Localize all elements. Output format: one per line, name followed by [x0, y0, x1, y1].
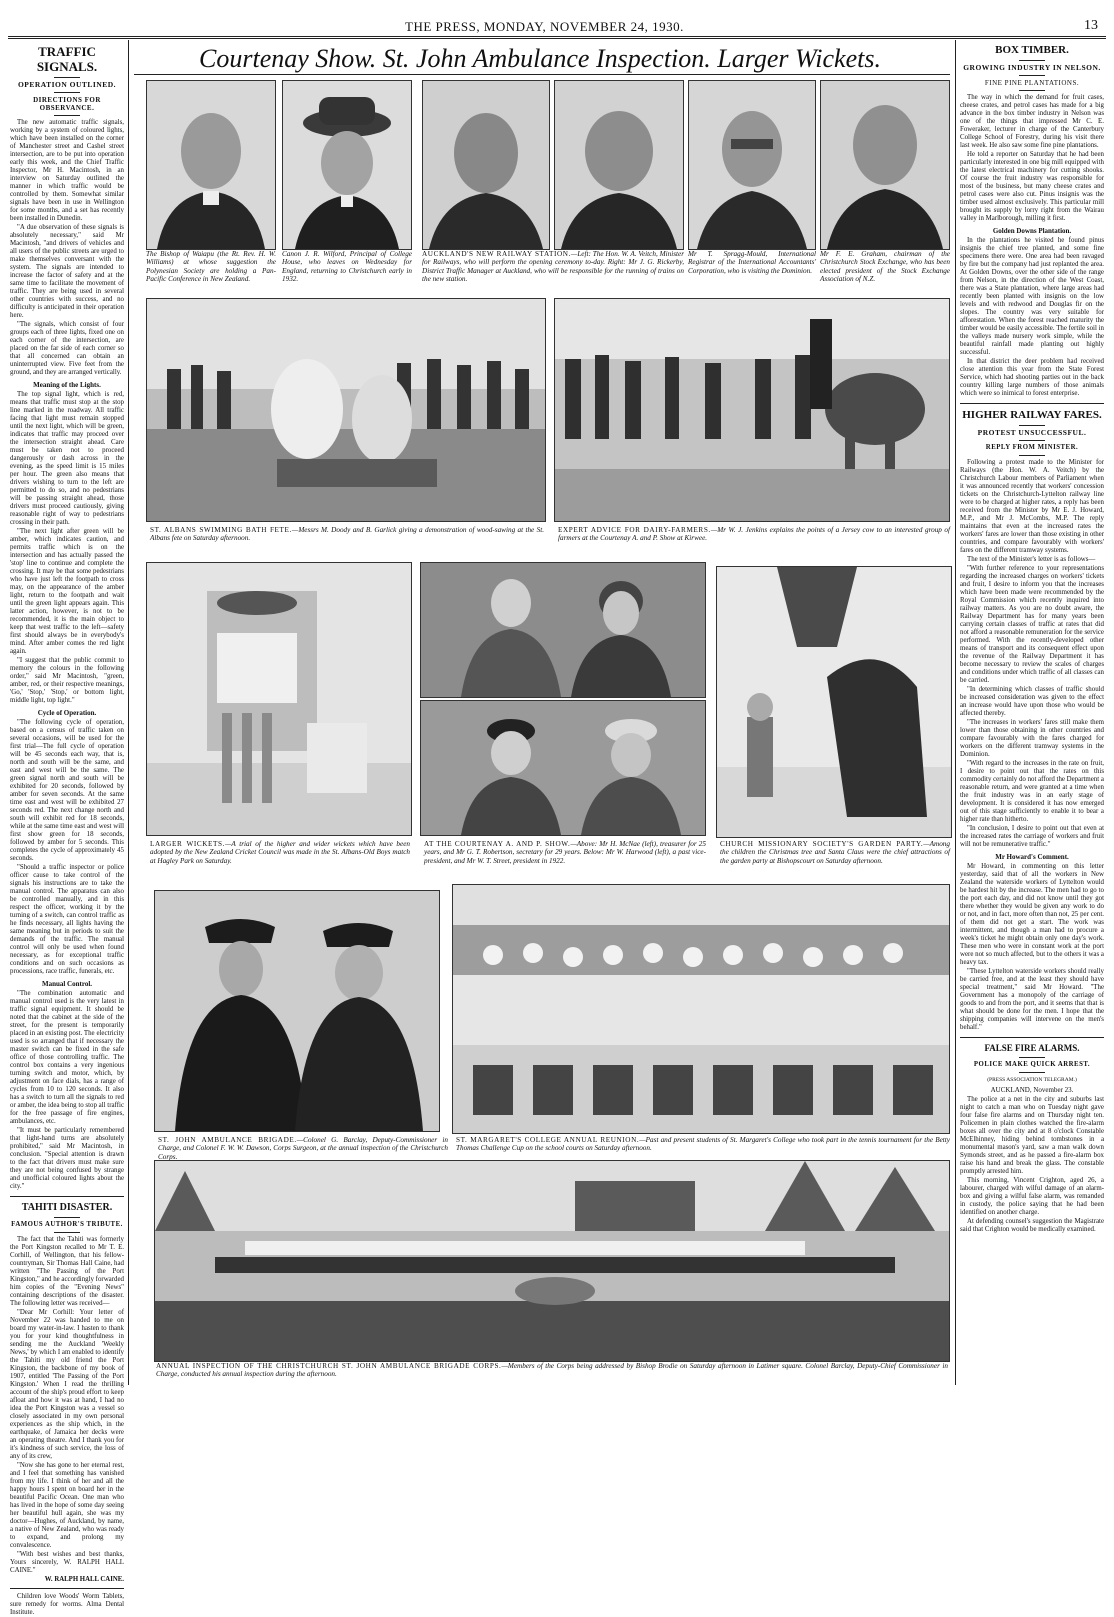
photo-annual-inspection [154, 1160, 950, 1362]
divider [1019, 455, 1045, 456]
photo-courtenay-above [420, 562, 706, 698]
banner-rule [134, 74, 950, 75]
traffic-subhead: DIRECTIONS FOR OBSERVANCE. [33, 96, 101, 112]
photo-garden-party [716, 566, 952, 838]
divider [54, 77, 80, 78]
caption-lead: CHURCH MISSIONARY SOCIETY'S GARDEN PARTY. [720, 840, 924, 848]
fire-alarms-headline: FALSE FIRE ALARMS. [984, 1043, 1080, 1053]
caption-lead: ST. MARGARET'S COLLEGE ANNUAL REUNION. [456, 1136, 640, 1144]
railway-subhead: REPLY FROM MINISTER. [985, 444, 1079, 451]
caption-jersey-cow [558, 526, 950, 546]
caption-larger-wickets [150, 840, 410, 882]
caption-text: Mr F. E. Graham, chairman of the Christchurch Stock Exchange, who has been elected president of the Stock Exchange Association of N.Z. [820, 250, 950, 284]
article-rule [960, 403, 1104, 404]
article-paragraph: Mr Howard, in commenting on this letter yesterday, said that of all the workers in New Zealand the waterside workers of Lyttelton would be hardest hit by the increase. The men had to go to the port each day, and did not know until they got there whether they would be given any work to do or not, and in fact, more often than not, 25 per cent. of them did not get a start. The work was intermittent, and though a man had to procure a week's ticket he might obtain only one day's work. These men who were in constant work at the port were not so much affected, but to the others it was a heavy tax. [960, 863, 1104, 966]
masthead-title: THE PRESS, MONDAY, NOVEMBER 24, 1930. [405, 19, 684, 34]
caption-lead: ST. ALBANS SWIMMING BATH FETE. [150, 526, 292, 534]
box-timber-subhead: FINE PINE PLANTATIONS. [984, 79, 1080, 87]
photo-portrait-veitch [422, 80, 550, 250]
article-rule [960, 1037, 1104, 1038]
caption-text: —Colonel G. Barclay, Deputy-Commissioner in Charge, and Colonel F. W. W. Dawson, Corps Surgeon, at the annual inspection of the Christchurch Corps. [158, 1136, 448, 1161]
page-number: 13 [1084, 18, 1098, 33]
caption-lead: AUCKLAND'S NEW RAILWAY STATION. [422, 250, 571, 258]
caption-railway-station [422, 250, 684, 292]
photo-jersey-cow [554, 298, 950, 522]
caption-text: —Above: Mr H. McNae (left), treasurer for 25 years, and Mr G. T. Robertson, secretary for 29 years. Below: Mr W. Harwood (left), a past vice-president, and Mr W. T. Street, president in 1922. [424, 840, 706, 865]
masthead-rule-2 [8, 38, 1106, 39]
article-rule [10, 1196, 124, 1197]
divider [54, 115, 80, 116]
caption-courtenay-show [424, 840, 706, 882]
photo-portrait-spragg-mould [688, 80, 816, 250]
caption-text: Canon J. R. Wilford, Principal of College House, who leaves on Wednesday for England, returning to Christchurch early in 1932. [282, 250, 412, 284]
right-column-rule [955, 40, 956, 1385]
article-paragraph: The text of the Minister's letter is as follows— [967, 556, 1096, 563]
article-paragraph: "Should a traffic inspector or police officer cause to take control of the signals his instructions are to take the manual control. The apparatus can also be controlled manually, and in this respect the officer, working it by the turning of a switch, can control traffic as he finds necessary, all lights having the same meaning but in periods to suit the demands of the traffic. The manual control will only be used when found necessary, as for exceptional traffic conditions and on such occasions as processions, race traffic, funerals, etc. [10, 864, 124, 975]
photo-larger-wickets [146, 562, 412, 836]
right-column [960, 42, 1104, 1388]
banner-headline: Courtenay Show. St. John Ambulance Inspection. Larger Wickets. [199, 44, 881, 73]
traffic-headline: TRAFFIC SIGNALS. [36, 44, 98, 74]
caption-lead: LARGER WICKETS. [150, 840, 225, 848]
caption-text: —Among the children the Christmas tree and Santa Claus were the chief attractions of the garden party at Bishopscourt on Saturday afternoon. [720, 840, 950, 865]
divider [54, 1232, 80, 1233]
railway-headline: HIGHER RAILWAY FARES. [962, 409, 1102, 421]
article-paragraph: "The combination automatic and manual control used is the very latest in traffic signal equipment. It should be noted that the cabinet at the side of the street, for the present is temporarily placed in an existing post. The electricity used is so arranged that if necessary the master switch can be fixed in the safe office of those controlling traffic. The control box contains a very ingenious turning switch and motor, which, by adjustment on face dials, has a range of cycles from 10 to 120 seconds. It also has a switch to turn all the signals to red or amber, the idea being to stop all traffic for the free passage of fire engines, ambulances, etc. [10, 990, 124, 1125]
photo-portrait-graham [820, 80, 950, 250]
article-paragraph: At defending counsel's suggestion the Magistrate said that Crighton would be medically examined. [960, 1218, 1104, 1233]
photo-courtenay-below [420, 700, 706, 836]
article-paragraph: "In determining which classes of traffic should be increased consideration was given to the effect an increase would have upon those who would be affected thereby. [960, 686, 1104, 717]
article-paragraph: The way in which the demand for fruit cases, cheese crates, and petrol cases has made for a big advance in the box timber industry in Nelson was one of the things that impressed Mr C. E. Foweraker, lecturer in charge of the Canterbury College School of Forestry, during his visit there last week. He also saw some fine pine plantations. [960, 94, 1104, 149]
left-column [10, 42, 124, 1616]
article-paragraph: "I suggest that the public commit to memory the colours in the following order," said Mr Macintosh, "green, amber, red, or their respective meanings, 'Go,' 'Stop,' 'Stop,' or bottom light, middle light, top light." [10, 657, 124, 704]
divider [1019, 425, 1045, 426]
caption-text: Mr T. Spragg-Mould, International Registrar of the International Accountants' Corporation, who is visiting the Dominion. [688, 250, 816, 275]
box-timber-headline: BOX TIMBER. [995, 44, 1069, 56]
dateline: AUCKLAND, November 23. [990, 1086, 1074, 1094]
article-paragraph: "Now she has gone to her eternal rest, and I feel that something has vanished from my life. I think of her and all the happy hours I spent on board her in the beautiful Pacific Ocean. One man who has lived in the hope of some day seeing her beautiful hull again, she was my doctor—Hughes, of Auckland, by name, a native of New Zealand, who was ready to expand, and prolong my convalescence. [10, 1462, 124, 1549]
section-subhead: Manual Control. [41, 980, 93, 988]
caption-text: —Past and present students of St. Margaret's College who took part in the tennis tournament for the Betty Thomas Challenge Cup on the school courts on Saturday afternoon. [456, 1136, 950, 1153]
article-paragraph: The fact that the Tahiti was formerly the Port Kingston recalled to Mr T. E. Corhill, of Wellington, that his fellow-countryman, Sir Thomas Hall Caine, had written "The Passing of the Port Kingston," and he accordingly forwarded him copies of the "Evening News" containing descriptions of the disaster. The following letter was received— [10, 1236, 124, 1307]
caption-wood-sawing [150, 526, 544, 546]
advertisement: Children love Woods' Worm Tablets, sure remedy for worms. Alma Dental Institute. [10, 1593, 124, 1616]
article-paragraph: This morning, Vincent Crighton, aged 26, a labourer, charged with wilful damage of an alarm-box and giving a wilful false alarm, was remanded in custody, the police saying that he had been identified on another charge. [960, 1177, 1104, 1216]
photo-st-margarets [452, 884, 950, 1134]
article-paragraph: "The following cycle of operation, based on a census of traffic taken on several occasions, will be used for the first trial—The full cycle of operation will be 45 seconds each way, that is, north and south will be the same, and east and west will be the same. The green signal north and south will be exhibited for 20 seconds, followed by amber for seven seconds. At the same time east and west will be exhibited 27 seconds red. The next change north and south will exhibit red for 18 seconds, while at the same time east and west will first show green for 18 seconds, followed by amber for 5 seconds. This completes the cycle of approximately 45 seconds. [10, 719, 124, 862]
caption-lead: EXPERT ADVICE FOR DAIRY-FARMERS. [558, 526, 711, 534]
article-rule [10, 1588, 124, 1589]
photo-portrait-rickerby [554, 80, 684, 250]
caption-graham [820, 250, 950, 292]
article-paragraph: "Dear Mr Corhill: Your letter of November 22 was handed to me on board my water-in-law. I hasten to thank you for your kind thoughtfulness in sending me the Auckland 'Weekly News,' by which I am enabled to identify the Tahiti my old friend the Port Kingston, the backbone of my book of 1907, entitled 'The Passing of the Port Kingston.' When I read the thrilling account of the ship's proud effort to keep afloat and how it was at hand, I had no idea the Port Kingston was a vessel so closely associated in my own personal experiences as the ship which, in the earthquake, of Jamaica her decks were an operating theatre. And I thank you for it's kindness of such service, the loss of any of its crew, [10, 1309, 124, 1460]
article-paragraph: In that district the deer problem had received close attention this year from the State Forest Service, which had shooting parties out in the back country killing large numbers of those animals which were so inimical to forest enterprise. [960, 358, 1104, 397]
caption-annual-inspection [156, 1362, 948, 1386]
caption-lead: AT THE COURTENAY A. AND P. SHOW. [424, 840, 571, 848]
divider [1019, 1072, 1045, 1073]
section-subhead: Mr Howard's Comment. [995, 853, 1069, 861]
tahiti-subhead: FAMOUS AUTHOR'S TRIBUTE. [11, 1221, 123, 1228]
caption-text: The Bishop of Waiapu (the Rt. Rev. H. W. Williams) at whose suggestion the Polynesian Society are holding a Pan-Pacific Conference in New Zealand. [146, 250, 276, 284]
caption-garden-party [720, 840, 950, 882]
signoff: W. RALPH HALL CAINE. [44, 1576, 124, 1583]
photo-wood-sawing [146, 298, 546, 522]
traffic-subhead: OPERATION OUTLINED. [17, 80, 117, 89]
article-paragraph: Following a protest made to the Minister for Railways (the Hon. W. A. Veitch) by the Christchurch Labour members of Parliament when it was announced recently that workers' concession tickets on the Christchurch-Lyttelton railway line were to be charged at higher rates, a reply has been received from the Minister by Mr E. J. Howard, M.P., and Mr J. McCombs, M.P. The reply maintains that even at the increased rates the workers' fares are lower than those existing in other countries, and compare favourably with workers' fares on the different tramway systems. [960, 459, 1104, 554]
article-paragraph: "These Lyttelton waterside workers should really be carried free, and at the least they should have special treatment," said Mr Howard. "The Government has a monopoly of the carriage of goods to and from the port, and it seems that that is what should be done for the men. I hope that the shipping companies will intervene on the men's behalf." [960, 968, 1104, 1031]
article-paragraph: "It must be particularly remembered that light-hand turns are absolutely prohibited," said Mr Macintosh, in conclusion. "Special attention is drawn to the fact that drivers must make sure they are not being confused by strange and unofficial coloured lights about the city." [10, 1127, 124, 1190]
divider [1019, 90, 1045, 91]
divider [54, 1217, 80, 1218]
fire-alarms-subhead: POLICE MAKE QUICK ARREST. [973, 1061, 1091, 1068]
article-paragraph: "With further reference to your representations regarding the increased charges on workers' tickets and fruit, I desire to inform you that the increases which have been made were recommended by the Royal Commission which recently inquired into railway matters. As you are no doubt aware, the Railway Department has for many years been carrying certain classes of traffic at rates that did not afford a reasonable remuneration for the service performed. With the recently-developed other means of transport and its consequent effect upon the revenue of the Railway Department it has become necessary to review the scales of charges and conditions under which traffic of all classes can be carried. [960, 565, 1104, 684]
caption-spragg-mould [688, 250, 816, 292]
article-paragraph: "The signals, which consist of four groups each of three lights, fixed one on each corner of the intersection, are placed on the far side of each corner so that all concerned can obtain an uninterrupted view. Five feet from the ground, and they are arranged vertically. [10, 321, 124, 376]
caption-lead: ST. JOHN AMBULANCE BRIGADE. [158, 1136, 297, 1144]
box-timber-subhead: GROWING INDUSTRY IN NELSON. [963, 63, 1101, 72]
section-subhead: Cycle of Operation. [37, 709, 97, 717]
article-paragraph: "With regard to the increases in the rate on fruit, I desire to point out that the rates on this commodity certainly do not afford the Department a reasonable return, and were granted at a time when the fruit industry was in an early stage of development. It is considered it has now emerged out of this stage sufficiently to enable it to bear a higher rate than hitherto. [960, 760, 1104, 823]
divider [1019, 75, 1045, 76]
article-paragraph: In the plantations he visited he found pinus insignis the chief tree planted, and some fine specimens there were. One area had been ravaged by fire but the company had just replanted the area. At Golden Downs, over the other side of the range from Nelson, in the direction of the West Coast, there was a State plantation, where large areas had recently been planted with insignis on the low levels and with redwood and Douglas fir on the slopes. The country was very suitable for afforestation. When the forest reached maturity the timber would be easily accessible. The fertile soil in the valleys made nursery work simple, while the beautiful rainfall made planting out highly successful. [960, 237, 1104, 356]
caption-text: —Members of the Corps being addressed by Bishop Brodie on Saturday afternoon in Latimer square. Colonel Barclay, Deputy-Chief Commissioner in Charge, conducted his annual inspection during the afternoon. [156, 1362, 948, 1379]
section-subhead: Golden Downs Plantation. [992, 227, 1072, 235]
photo-portrait-bishop [146, 80, 276, 250]
caption-canon [282, 250, 412, 292]
railway-subhead: PROTEST UNSUCCESSFUL. [977, 428, 1087, 437]
photo-portrait-canon [282, 80, 412, 250]
article-paragraph: He told a reporter on Saturday that he had been particularly interested in one big mill equipped with the latest electrical machinery for cutting shooks. Of course the fruit industry was responsible for most of the business, but many cheese crates and petrol cases were also cut. Pinus insignis was the timber used almost exclusively. This particular mill brought its supply by lorry right from the Wairau valley in Marlborough, milling it first. [960, 151, 1104, 222]
caption-text: —Left: The Hon. W. A. Veitch, Minister for Railways, who will perform the opening ceremony to-day. Right: Mr J. G. Rickerby, District Traffic Manager at Auckland, who will be responsible for the running of trains on the new station. [422, 250, 684, 284]
tahiti-headline: TAHITI DISASTER. [21, 1202, 113, 1213]
left-column-rule [128, 40, 129, 1385]
article-paragraph: "The increases in workers' fares still make them lower than those obtaining in other countries and compare favourably with the fares charged for workers on the different tramway systems in the Dominion. [960, 719, 1104, 758]
article-paragraph: The police at a net in the city and suburbs last night to catch a man who on Tuesday night gave four false fire alarms and on Thursday night ten. Policemen in plain clothes watched the fire-alarm boxes all over the city and at 8 o'clock Constable McElhinney, hiding behind tombstones in a monumental mason's yard, saw a man walk down Symonds street, and as he passed a fire-alarm box raise his hand and break the glass. The constable promptly arrested him. [960, 1096, 1104, 1175]
divider [1019, 60, 1045, 61]
divider [54, 92, 80, 93]
article-paragraph: "The next light after green will be amber, which indicates caution, and permits traffic which is on the intersection and has actually passed the 'stop' line to continue and complete the crossing. It may be that some pedestrians who have just left the footpath to cross may, on the appearance of the amber light, return to the footpath and wait until the green light appears again. This latter action, however, is not to be recommended, it is the main object to keep that west traffic to the left—safety first should always be in everybody's mind. After amber comes the red light again. [10, 528, 124, 655]
caption-bishop [146, 250, 276, 292]
section-subhead: Meaning of the Lights. [33, 381, 101, 389]
article-paragraph: "With best wishes and best thanks, Yours sincerely, W. RALPH HALL CAINE." [10, 1551, 124, 1574]
caption-lead: ANNUAL INSPECTION OF THE CHRISTCHURCH ST. JOHN AMBULANCE BRIGADE CORPS. [156, 1362, 502, 1370]
article-paragraph: "A due observation of these signals is absolutely necessary," said Mr Macintosh, "and drivers of vehicles and all users of the public streets are urged to make themselves conversant with the system. The signals are intended to increase the factor of safety and at the same time to facilitate the movement of traffic. They are being used in several other countries with success, and no difficulty is anticipated in their operation here. [10, 224, 124, 319]
caption-text: —A trial of the higher and wider wickets which have been adopted by the New Zealand Cricket Council was made in the St. Albans-Old Boys match at Hagley Park on Saturday. [150, 840, 410, 865]
masthead [0, 0, 1114, 34]
caption-text: —Messrs M. Doody and B. Garlick giving a demonstration of wood-sawing at the St. Albans fete on Saturday afternoon. [150, 526, 544, 543]
divider [1019, 1057, 1045, 1058]
article-paragraph: The top signal light, which is red, means that traffic must stop at the stop line marked in the roadway. All traffic facing that light must remain stopped until the next light, which will be green, indicates that traffic may proceed over the intersection straight ahead. Care must be taken not to proceed dangerously or dash across in the evening, as the speed limit is 15 miles per hour. The green also means that drivers wishing to turn to the left are permitted to do so, and no pedestrians will be passing straight ahead, those drivers must proceed cautiously, giving reasonable right of way to pedestrians crossing in their path. [10, 391, 124, 526]
photo-ambulance-officers [154, 890, 440, 1132]
divider [1019, 440, 1045, 441]
press-association-line: (PRESS ASSOCIATION TELEGRAM.) [987, 1077, 1077, 1083]
masthead-rule [8, 36, 1106, 37]
caption-text: —Mr W. J. Jenkins explains the points of a Jersey cow to an interested group of farmers at the Courtenay A. and P. Show at Kirwee. [558, 526, 950, 543]
article-paragraph: "In conclusion, I desire to point out that even at the increased rates the carriage of workers and fruit will not be remunerative traffic." [960, 825, 1104, 848]
article-paragraph: The new automatic traffic signals, working by a system of coloured lights, which have been installed on the corner of Manchester street and Cashel street intersection, are to be put into operation early this week, and the Chief Traffic Inspector, Mr H. Macintosh, in an interview on Saturday outlined the manner in which traffic would be controlled by them. Somewhat similar signals have been in use in Wellington for some months, and a set has recently been installed in Dunedin. [10, 119, 124, 222]
